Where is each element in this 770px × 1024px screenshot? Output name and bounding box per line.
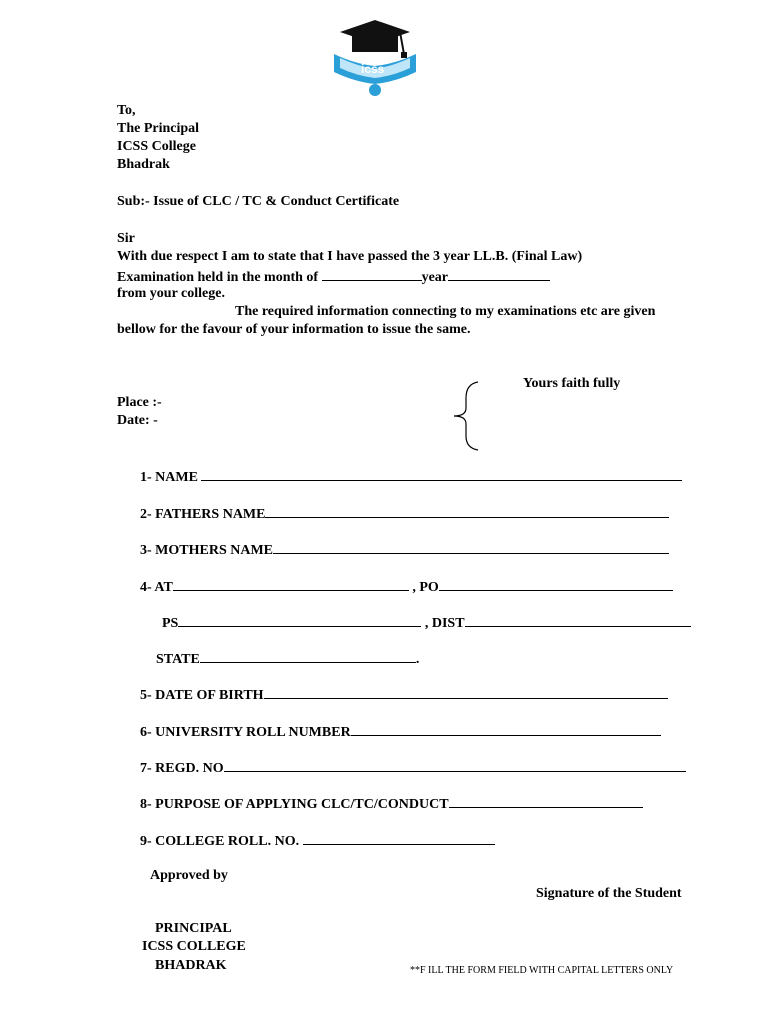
yours-faithfully: Yours faith fully — [523, 376, 621, 391]
purpose-input[interactable] — [449, 793, 643, 808]
po-input[interactable] — [439, 576, 673, 591]
field-purpose-label: 8- PURPOSE OF APPLYING CLC/TC/CONDUCT — [140, 797, 449, 812]
field-college-roll — [140, 830, 495, 851]
body-line-1: With due respect I am to state that I have passed the 3 year LL.B. (Final Law) — [117, 249, 583, 264]
field-at-label: 4- AT — [140, 580, 173, 595]
graduation-cap-book-icon — [330, 14, 420, 96]
field-dist-label: , DIST — [424, 616, 465, 631]
name-input[interactable] — [201, 466, 682, 481]
field-state-label: STATE — [156, 652, 200, 667]
field-dob — [140, 684, 668, 705]
field-fathers-name — [140, 503, 669, 524]
body-line-2 — [117, 266, 550, 287]
field-regd-no — [140, 757, 686, 778]
address-city: Bhadrak — [117, 157, 170, 172]
footer-principal: PRINCIPAL — [155, 921, 232, 936]
field-address-at — [140, 576, 673, 597]
body-line-3: from your college. — [117, 286, 225, 301]
field-address-ps — [162, 612, 691, 633]
state-input[interactable] — [200, 648, 416, 663]
field-fathers-name-label: 2- FATHERS NAME — [140, 507, 266, 522]
address-college: ICSS College — [117, 139, 196, 154]
regd-input[interactable] — [224, 757, 686, 772]
dist-input[interactable] — [465, 612, 691, 627]
mothers-name-input[interactable] — [273, 539, 669, 554]
field-regd-label: 7- REGD. NO — [140, 761, 224, 776]
curly-brace-icon — [448, 380, 482, 452]
body-line-4: The required information connecting to my examinations etc are given — [235, 304, 656, 319]
body-line-2-text: Examination held in the month of — [117, 270, 319, 285]
at-input[interactable] — [173, 576, 409, 591]
field-university-roll-label: 6- UNIVERSITY ROLL NUMBER — [140, 725, 351, 740]
body-line-5: bellow for the favour of your information to issue the same. — [117, 322, 471, 337]
field-mothers-name-label: 3- MOTHERS NAME — [140, 543, 273, 558]
approved-by: Approved by — [150, 868, 228, 883]
field-dob-label: 5- DATE OF BIRTH — [140, 688, 264, 703]
field-name — [140, 466, 682, 487]
field-college-roll-label: 9- COLLEGE ROLL. NO. — [140, 834, 300, 849]
field-mothers-name — [140, 539, 669, 560]
field-address-state — [156, 648, 419, 669]
field-ps-label: PS — [162, 616, 179, 631]
field-po-label: , PO — [412, 580, 439, 595]
address-principal: The Principal — [117, 121, 200, 136]
capital-letters-note: **F ILL THE FORM FIELD WITH CAPITAL LETTERS ONLY — [410, 965, 674, 976]
date-label: Date: - — [117, 413, 158, 428]
college-logo — [330, 14, 420, 96]
field-university-roll — [140, 721, 661, 742]
ps-input[interactable] — [178, 612, 421, 627]
footer-college: ICSS COLLEGE — [142, 939, 246, 954]
dob-input[interactable] — [264, 684, 668, 699]
footer-city: BHADRAK — [155, 958, 227, 973]
year-field[interactable] — [448, 266, 550, 281]
college-roll-input[interactable] — [303, 830, 495, 845]
field-name-label: 1- NAME — [140, 470, 198, 485]
place-label: Place :- — [117, 395, 162, 410]
subject-line: Sub:- Issue of CLC / TC & Conduct Certificate — [117, 194, 400, 209]
logo-text: icss — [361, 62, 385, 76]
fathers-name-input[interactable] — [265, 503, 669, 518]
address-to: To, — [117, 103, 136, 118]
salutation: Sir — [117, 231, 135, 246]
field-state-end: . — [415, 652, 420, 667]
student-signature-label: Signature of the Student — [536, 886, 682, 901]
field-purpose — [140, 793, 643, 814]
university-roll-input[interactable] — [351, 721, 661, 736]
body-line-2-year: year — [421, 270, 449, 285]
month-field[interactable] — [322, 266, 422, 281]
